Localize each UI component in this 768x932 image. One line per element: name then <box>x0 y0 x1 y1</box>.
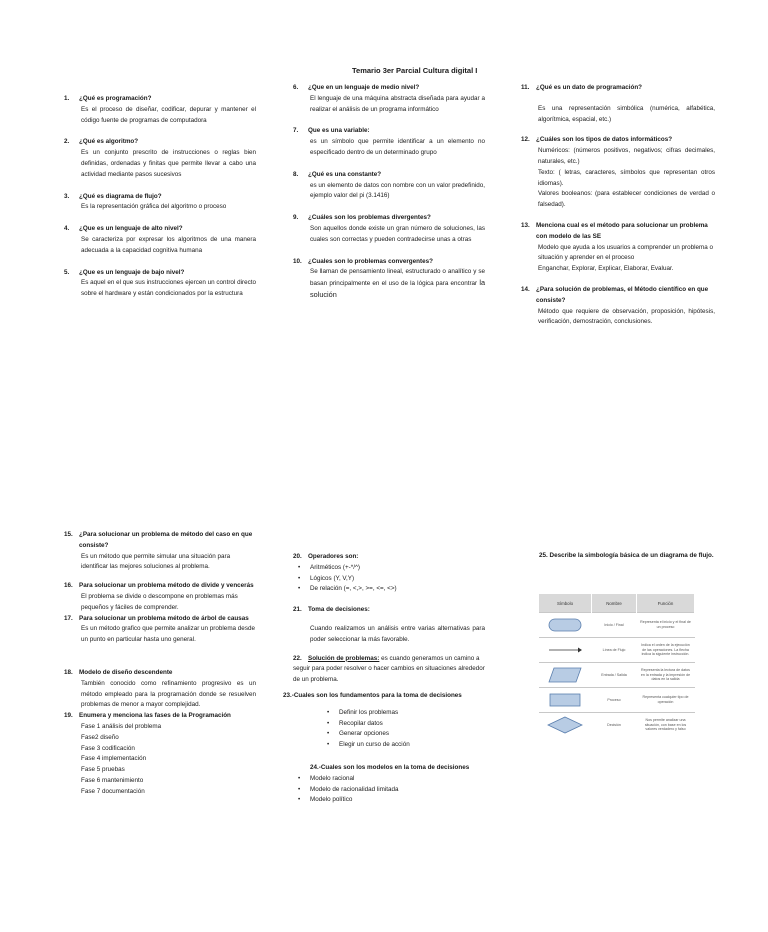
column-2 <box>293 83 485 313</box>
question-item: 10. ¿Cuales son lo problemas convergentes? Se llaman de pensamiento lineal, estructurado o analítico y se basan principalmente en el uso de la lógica para encontrar la solución <box>293 257 485 302</box>
question-item: 1. ¿Qué es programación? Es el proceso de diseñar, codificar, depurar y mantener el código fuente de programas de computadora <box>64 94 256 126</box>
question-text: Que es una variable: <box>308 127 370 135</box>
answer-tail: la solución <box>310 278 486 299</box>
question-text: ¿Que es un lenguaje de bajo nivel? <box>79 268 185 276</box>
question-text: Para solucionar un problema método de árbol de causas <box>79 614 249 622</box>
list-item: Fase 3 codificación <box>81 744 135 752</box>
question-17: 17. Para solucionar un problema método de árbol de causas Es un método grafico que permite analizar un problema desde un punto en particular hasta uno general. <box>64 614 256 646</box>
terminal-symbol-icon <box>539 613 592 638</box>
page-title: Temario 3er Parcial Cultura digital I <box>352 66 478 75</box>
question-text: ¿Para solucionar un problema de método del caso en que consiste? <box>79 531 253 549</box>
column-3 <box>521 83 715 338</box>
bullet-list <box>293 774 485 806</box>
question-text: ¿Qué es algoritmo? <box>79 138 139 146</box>
question-15: 15. ¿Para solucionar un problema de método del caso en que consiste? Es un método que permite simular una situación para identificar las mejores soluciones al problema. <box>64 530 256 573</box>
question-16: 16. Para solucionar un problema método de divide y vencerás El problema se divide o descompone en problemas más pequeños y fáciles de comprender. <box>64 581 256 613</box>
phase-list <box>64 722 256 798</box>
symbol-name: Entrada / Salida <box>592 663 637 688</box>
question-text: 23.-Cuales son los fundamentos para la toma de decisiones <box>283 691 462 699</box>
process-symbol-icon <box>539 688 592 713</box>
answer-text: Es aquel en el que sus instrucciones ejercen un control directo sobre el hardware y están condicionados por la estructura <box>81 279 256 298</box>
bullet-list <box>293 563 485 595</box>
answer-text: Cuando realizamos un análisis entre varias alternativas para poder seleccionar la más favorable. <box>310 624 485 643</box>
table-header: Nombre <box>592 594 637 613</box>
question-20: 20. Operadores son: • Aritméticos (+-*/^) • Lógicos (Y, V,Y) • De relación (=, <,>, >=, <=, <>) <box>293 552 485 595</box>
list-item: • Modelo de racionalidad limitada <box>293 785 485 796</box>
column-6: 25. Describe la simbología básica de un diagrama de flujo. <box>539 552 714 559</box>
answer-text: Se llaman de pensamiento lineal, estructurado o analítico y se basan principalmente en el uso de la lógica para encontrar la solución <box>310 268 486 299</box>
question-item: 9. ¿Cuáles son los problemas divergentes? Son aquellos donde existe un gran número de soluciones, las cuales son correctas y pueden contradecirse unas a otras <box>293 213 485 245</box>
answer-text: Es un método que permite simular una situación para identificar las mejores soluciones al problema. <box>81 552 231 571</box>
question-21: 21. Toma de decisiones: Cuando realizamos un análisis entre varias alternativas para poder seleccionar la más favorable. <box>293 605 485 645</box>
question-text: ¿Qué es una constante? <box>308 170 382 178</box>
list-item: • Modelo político <box>293 795 485 806</box>
list-item: Fase 1 análisis del problema <box>81 722 162 730</box>
question-item: 6. ¿Que en un lenguaje de medio nivel? El lenguaje de una máquina abstracta diseñada para ayudar a realizar el análisis de un programa informático <box>293 83 485 115</box>
question-text: ¿Cuáles son los problemas divergentes? <box>308 214 431 222</box>
answer-text: Es un conjunto prescrito de instrucciones o reglas bien definidas, ordenadas y finitas que permite llevar a cabo una actividad mediante pasos sucesivos <box>81 149 256 178</box>
question-item: 3. ¿Qué es diagrama de flujo? Es la representación gráfica del algoritmo o proceso <box>64 192 256 214</box>
list-item: • Elegir un curso de acción <box>293 740 485 751</box>
question-19: 19. Enumera y menciona las fases de la Programación Fase 1 análisis del problema Fase2 diseño Fase 3 codificación Fase 4 implementación Fase 5 pruebas Fase 6 mantenimiento Fase 7 documentación <box>64 711 256 797</box>
column-1 <box>64 94 256 311</box>
parallelogram-symbol-icon <box>539 663 592 688</box>
question-item: 8. ¿Qué es una constante? es un elemento de datos con nombre con un valor predefinido, ejemplo valor del pi (3.1416) <box>293 170 485 202</box>
arrow-symbol-icon <box>539 638 592 663</box>
question-18: 18. Modelo de diseño descendente También conocido como refinamiento progresivo es un método empleado para la programación donde se resuelven problemas de menor a mayor complejidad. <box>64 668 256 711</box>
question-text: Modelo de diseño descendente <box>79 668 173 676</box>
symbol-function: Representa el inicio y el final de un proceso <box>637 613 695 638</box>
table-row <box>539 713 695 738</box>
question-text: ¿Para solución de problemas, el Método científico en que consiste? <box>536 285 709 304</box>
list-item: • Recopilar datos <box>293 719 485 730</box>
question-text: Menciona cual es el método para solucionar un problema con modelo de las SE <box>536 221 708 240</box>
question-text: Enumera y menciona las fases de la Programación <box>79 712 231 720</box>
list-item: • Generar opciones <box>293 729 485 740</box>
diamond-symbol-icon <box>539 713 592 738</box>
table-row <box>539 688 695 713</box>
answer-text: Son aquellos donde existe un gran número de soluciones, las cuales son correctas y pueden contradecirse unas a otras <box>310 224 485 243</box>
answer-text: Modelo que ayuda a los usuarios a comprender un problema o situación y aprender en el proceso Enganchar, Explorar, Explicar, Elaborar, Evaluar. <box>538 243 714 273</box>
answer-text: Numéricos: (números positivos, negativos; cifras decimales, naturales, etc.) Texto: ( letras, caracteres, símbolos que representan otros idiomas). Valores booleanos: (para establecer condiciones de verdad o falsedad). <box>538 147 715 209</box>
question-text: ¿Cuales son lo problemas convergentes? <box>308 257 433 265</box>
question-11: 11. ¿Qué es un dato de programación? Es una representación simbólica (numérica, alfabética, algorítmica, espacial, etc.) <box>521 83 715 125</box>
answer-text: Es un método grafico que permite analizar un problema desde un punto en particular hasta uno general. <box>81 625 255 644</box>
question-text: Solución de problemas: <box>308 654 380 662</box>
answer-text: Método que requiere de observación, proposición, hipótesis, verificación, demostración, conclusiones. <box>538 307 715 326</box>
question-text: ¿Que es un lenguaje de alto nivel? <box>79 225 183 233</box>
symbol-function: Representa cualquier tipo de operación <box>637 688 695 713</box>
question-text: 24.-Cuales son los modelos en la toma de decisiones <box>310 763 470 771</box>
table-row <box>539 613 695 638</box>
question-item: 5. ¿Que es un lenguaje de bajo nivel? Es aquel en el que sus instrucciones ejercen un control directo sobre el hardware y están condicionados por la estructura <box>64 268 256 300</box>
list-item: • Modelo racional <box>293 774 485 785</box>
bullet-list <box>293 708 485 751</box>
symbol-name: Inicio / Final <box>592 613 637 638</box>
answer-text: Es una representación simbólica (numérica, alfabética, algorítmica, espacial, etc.) <box>538 104 715 123</box>
answer-text: El problema se divide o descompone en problemas más pequeños y fáciles de comprender. <box>81 592 238 611</box>
question-text: ¿Qué es programación? <box>79 95 152 102</box>
flowchart-symbol-table <box>539 594 695 737</box>
question-item: 4. ¿Que es un lenguaje de alto nivel? Se caracteriza por expresar los algoritmos de una manera adecuada a la capacidad cognitiva humana <box>64 224 256 256</box>
list-item: • Lógicos (Y, V,Y) <box>293 574 485 585</box>
list-item: Fase 4 implementación <box>81 755 147 763</box>
answer-text: es un elemento de datos con nombre con un valor predefinido, ejemplo valor del pi (3.1416) <box>310 181 485 200</box>
answer-text: Es la representación gráfica del algoritmo o proceso <box>81 203 227 211</box>
question-item: 7. Que es una variable: es un símbolo que permite identificar a un elemento no especificado dentro de un determinado grupo <box>293 126 485 158</box>
list-item: Fase2 diseño <box>81 733 119 741</box>
table-row <box>539 638 695 663</box>
symbol-name: Decisión <box>592 713 637 738</box>
question-14: 14. ¿Para solución de problemas, el Método científico en que consiste? Método que requiere de observación, proposición, hipótesis, verificación, demostración, conclusiones. <box>521 285 715 328</box>
list-item: Fase 6 mantenimiento <box>81 776 144 784</box>
list-item: • De relación (=, <,>, >=, <=, <>) <box>293 584 485 595</box>
symbol-name: Línea de Flujo <box>592 638 637 663</box>
question-text: ¿Que en un lenguaje de medio nivel? <box>308 84 420 91</box>
table-row <box>539 663 695 688</box>
list-item: • Definir los problemas <box>293 708 485 719</box>
question-22: 22. Solución de problemas: es cuando generamos un camino a seguir para poder resolver o hacer cambios en situaciones alrededor de un problema. <box>293 654 485 684</box>
question-13: 13. Menciona cual es el método para solucionar un problema con modelo de las SE Modelo que ayuda a los usuarios a comprender un problema o situación y aprender en el proceso Enganchar, Explorar, Explicar, Elaborar, Evaluar. <box>521 221 715 275</box>
table-header: Símbolo <box>539 594 592 613</box>
symbol-function: Representa la lectura de datos en la entrada y la impresión de datos en la salida <box>637 663 695 688</box>
question-text: Toma de decisiones: <box>308 606 370 614</box>
answer-text: También conocido como refinamiento progresivo es un método empleado para la programación donde se resuelven problemas de menor a mayor complejidad. <box>81 679 256 709</box>
answer-text: Se caracteriza por expresar los algoritmos de una manera adecuada a la capacidad cognitiva humana <box>81 235 256 254</box>
question-24 <box>293 763 485 806</box>
question-12: 12. ¿Cuáles son los tipos de datos informáticos? Numéricos: (números positivos, negativos; cifras decimales, naturales, etc.) Texto: ( letras, caracteres, símbolos que representan otros idiomas). Valores booleanos: (para establecer condiciones de verdad o falsedad). <box>521 135 715 211</box>
list-item: Fase 7 documentación <box>81 787 145 795</box>
question-23 <box>283 691 485 751</box>
symbol-function: Indica el orden de la ejecución de las operaciones. La flecha indica la siguiente instrucción. <box>637 638 695 663</box>
question-text: ¿Qué es diagrama de flujo? <box>79 192 162 200</box>
question-text: Para solucionar un problema método de divide y vencerás <box>79 582 254 590</box>
question-item: 2. ¿Qué es algoritmo? Es un conjunto prescrito de instrucciones o reglas bien definidas, ordenadas y finitas que permite llevar a cabo una actividad mediante pasos sucesivos <box>64 137 256 180</box>
question-text: Operadores son: <box>308 553 359 560</box>
answer-text: Es el proceso de diseñar, codificar, depurar y mantener el código fuente de programas de computadora <box>81 105 256 124</box>
list-item: • Aritméticos (+-*/^) <box>293 563 485 574</box>
table-header: Función <box>637 594 695 613</box>
answer-text: El lenguaje de una máquina abstracta diseñada para ayudar a realizar el análisis de un programa informático <box>310 94 485 113</box>
answer-text: es un símbolo que permite identificar a un elemento no especificado dentro de un determinado grupo <box>310 138 485 156</box>
question-text: ¿Qué es un dato de programación? <box>536 84 643 91</box>
column-5 <box>283 552 485 816</box>
column-4 <box>64 530 256 808</box>
symbol-function: Nos permite analizar una situación, con base en los valores verdadero y falso <box>637 713 695 738</box>
answer-text: es cuando generamos un camino a seguir para poder resolver o hacer cambios en situaciones alrededor de un problema. <box>293 654 485 684</box>
question-text: ¿Cuáles son los tipos de datos informáticos? <box>536 136 673 144</box>
question-text: Describe la simbología básica de un diagrama de flujo. <box>549 552 714 559</box>
symbol-name: Proceso <box>592 688 637 713</box>
list-item: Fase 5 pruebas <box>81 766 125 774</box>
